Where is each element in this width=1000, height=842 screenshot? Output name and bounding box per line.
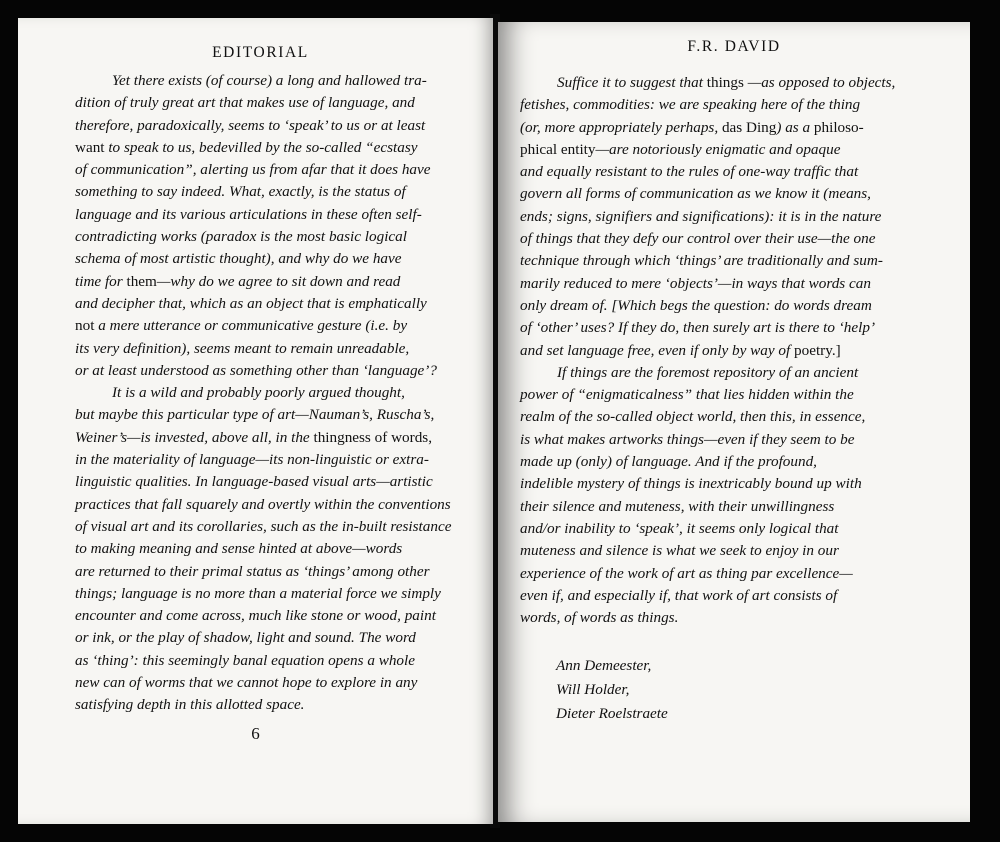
text-line	[75, 360, 451, 382]
text-run: new can of worms that we cannot hope to explore in any	[75, 674, 418, 692]
text-run: things	[706, 74, 744, 91]
text-line	[75, 293, 451, 315]
text-line	[75, 70, 451, 92]
text-run: only dream of. [Which begs the question: do words dream	[520, 296, 872, 314]
text-line	[520, 72, 895, 94]
text-line	[520, 94, 895, 116]
text-line	[520, 384, 895, 406]
text-line	[520, 518, 895, 540]
text-run: to speak to us, bedevilled by the so-called “ecstasy	[104, 138, 418, 156]
text-run: phical entity	[520, 140, 596, 158]
text-line	[75, 672, 451, 694]
signature-name: Will Holder,	[556, 681, 630, 698]
text-line	[520, 295, 895, 317]
running-head-left: EDITORIAL	[212, 44, 309, 61]
text-run: philoso-	[813, 118, 864, 136]
text-run: want	[75, 138, 105, 156]
text-line	[520, 117, 895, 139]
text-line	[75, 538, 451, 560]
text-run: of things that they defy our control over their use—the one	[520, 230, 876, 248]
text-line	[520, 139, 895, 161]
text-run: If things are the foremost repository of an ancient	[557, 363, 859, 381]
text-line	[75, 494, 451, 516]
text-run: Yet there exists (of course) a long and hallowed tra-	[112, 72, 427, 89]
text-run: but maybe this particular type of art—Nauman’s, Ruscha’s,	[75, 406, 435, 424]
text-run: encounter and come across, much like stone or wood, paint	[75, 607, 436, 625]
text-run: are returned to their primal status as ‘things’ among other	[75, 562, 430, 580]
text-run: Weiner’s—is invested, above all, in the	[75, 428, 314, 446]
text-line	[75, 449, 451, 471]
text-run: something to say indeed. What, exactly, is the status of	[75, 183, 406, 201]
text-run: indelible mystery of things is inextricably bound up with	[520, 475, 862, 493]
text-run: and decipher that, which as an object that is emphatically	[75, 294, 427, 312]
text-run: dition of truly great art that makes use of language, and	[75, 94, 415, 112]
text-run: practices that fall squarely and overtly within the conventions	[75, 495, 451, 513]
left-page-body-text	[75, 70, 451, 717]
text-run: to making meaning and sense hinted at above—words	[75, 540, 403, 558]
text-run: power of “enigmaticalness” that lies hidden within the	[520, 386, 854, 404]
page-number: 6	[251, 724, 260, 743]
text-run: of ‘other’ uses? If they do, then surely art is there to ‘help’	[520, 319, 876, 337]
text-run: language and its various articulations in these often self-	[75, 205, 422, 223]
text-line	[520, 250, 895, 272]
text-run: or at least understood as something other than ‘language’?	[75, 361, 437, 379]
text-run: —are notoriously enigmatic and opaque	[595, 140, 841, 158]
text-line	[520, 183, 895, 205]
text-line	[520, 161, 895, 183]
text-run: It is a wild and probably poorly argued thought,	[112, 384, 405, 402]
text-line	[75, 627, 451, 649]
text-line	[75, 471, 451, 493]
text-run: and/or inability to ‘speak’, it seems only logical that	[520, 519, 839, 537]
signature-name: Ann Demeester,	[556, 657, 652, 674]
text-line	[75, 271, 451, 293]
right-page	[498, 22, 970, 822]
text-run: ) as a	[776, 118, 814, 136]
text-run: not	[75, 317, 95, 335]
text-run: their silence and muteness, with their unwillingness	[520, 497, 835, 515]
text-run: time for	[75, 272, 127, 290]
text-line	[520, 273, 895, 295]
text-line	[520, 563, 895, 585]
text-line	[75, 92, 451, 114]
text-line	[75, 159, 451, 181]
text-line	[520, 206, 895, 228]
running-head-right: F.R. DAVID	[687, 38, 781, 55]
text-run: of communication”, alerting us from afar that it does have	[75, 161, 431, 179]
text-run: linguistic qualities. In language-based visual arts—artistic	[75, 473, 433, 491]
text-run: satisfying depth in this allotted space.	[75, 696, 305, 714]
text-run: das Ding	[721, 118, 777, 136]
text-run: —as opposed to objects,	[743, 74, 896, 91]
text-run: therefore, paradoxically, seems to ‘speak’ to us or at least	[75, 116, 426, 134]
text-run: of visual art and its corollaries, such as the in-built resistance	[75, 517, 452, 535]
text-run: even if, and especially if, that work of art consists of	[520, 586, 838, 604]
text-line	[520, 496, 895, 518]
text-line	[520, 362, 895, 384]
text-run: govern all forms of communication as we know it (means,	[520, 185, 871, 203]
text-line	[75, 583, 451, 605]
text-line	[75, 516, 451, 538]
text-line	[520, 317, 895, 339]
right-page-body-text	[520, 72, 895, 629]
text-run: poetry.]	[794, 341, 841, 359]
text-line	[75, 561, 451, 583]
text-line	[75, 694, 451, 716]
text-run: (or, more appropriately perhaps,	[520, 118, 722, 136]
text-run: them	[126, 272, 157, 290]
text-line	[75, 137, 451, 159]
text-run: technique through which ‘things’ are traditionally and sum-	[520, 252, 883, 270]
text-run: Suffice it to suggest that	[557, 74, 707, 91]
text-line	[520, 607, 895, 629]
text-run: contradicting works (paradox is the most basic logical	[75, 228, 407, 246]
text-line	[75, 338, 451, 360]
text-run: —why do we agree to sit down and read	[156, 272, 401, 290]
text-run: thingness of words,	[313, 428, 433, 446]
text-run: is what makes artworks things—even if they seem to be	[520, 430, 855, 448]
text-run: and equally resistant to the rules of one-way traffic that	[520, 163, 859, 181]
text-line	[75, 181, 451, 203]
text-line	[75, 427, 451, 449]
editor-signatures	[556, 654, 668, 726]
text-run: words, of words as things.	[520, 609, 679, 627]
text-line	[520, 340, 895, 362]
text-line	[75, 382, 451, 404]
text-line	[75, 315, 451, 337]
text-line	[75, 650, 451, 672]
text-line	[75, 204, 451, 226]
signature-name: Dieter Roelstraete	[556, 705, 668, 722]
text-line	[75, 248, 451, 270]
text-run: and set language free, even if only by way of	[520, 341, 795, 359]
text-run: things; language is no more than a material force we simply	[75, 584, 441, 602]
text-run: a mere utterance or communicative gesture (i.e. by	[94, 317, 408, 335]
text-run: muteness and silence is what we seek to enjoy in our	[520, 542, 839, 560]
text-run: made up (only) of language. And if the profound,	[520, 453, 817, 471]
text-line	[75, 115, 451, 137]
text-run: marily reduced to mere ‘objects’—in ways that words can	[520, 274, 871, 292]
text-run: realm of the so-called object world, then this, in essence,	[520, 408, 866, 426]
text-line	[520, 451, 895, 473]
text-run: schema of most artistic thought), and why do we have	[75, 250, 402, 268]
text-run: experience of the work of art as thing par excellence—	[520, 564, 853, 582]
text-line	[75, 605, 451, 627]
text-line	[520, 228, 895, 250]
text-line	[75, 404, 451, 426]
text-run: fetishes, commodities: we are speaking here of the thing	[520, 96, 861, 114]
text-line	[75, 226, 451, 248]
left-page	[18, 18, 493, 824]
text-run: ends; signs, signifiers and significations): it is in the nature	[520, 207, 882, 225]
text-line	[520, 585, 895, 607]
text-line	[520, 540, 895, 562]
text-run: or ink, or the play of shadow, light and sound. The word	[75, 629, 416, 647]
text-line	[520, 473, 895, 495]
text-line	[520, 429, 895, 451]
text-run: as ‘thing’: this seemingly banal equation opens a whole	[75, 651, 415, 669]
text-run: its very definition), seems meant to remain unreadable,	[75, 339, 410, 357]
text-line	[520, 406, 895, 428]
text-run: in the materiality of language—its non-linguistic or extra-	[75, 451, 429, 469]
